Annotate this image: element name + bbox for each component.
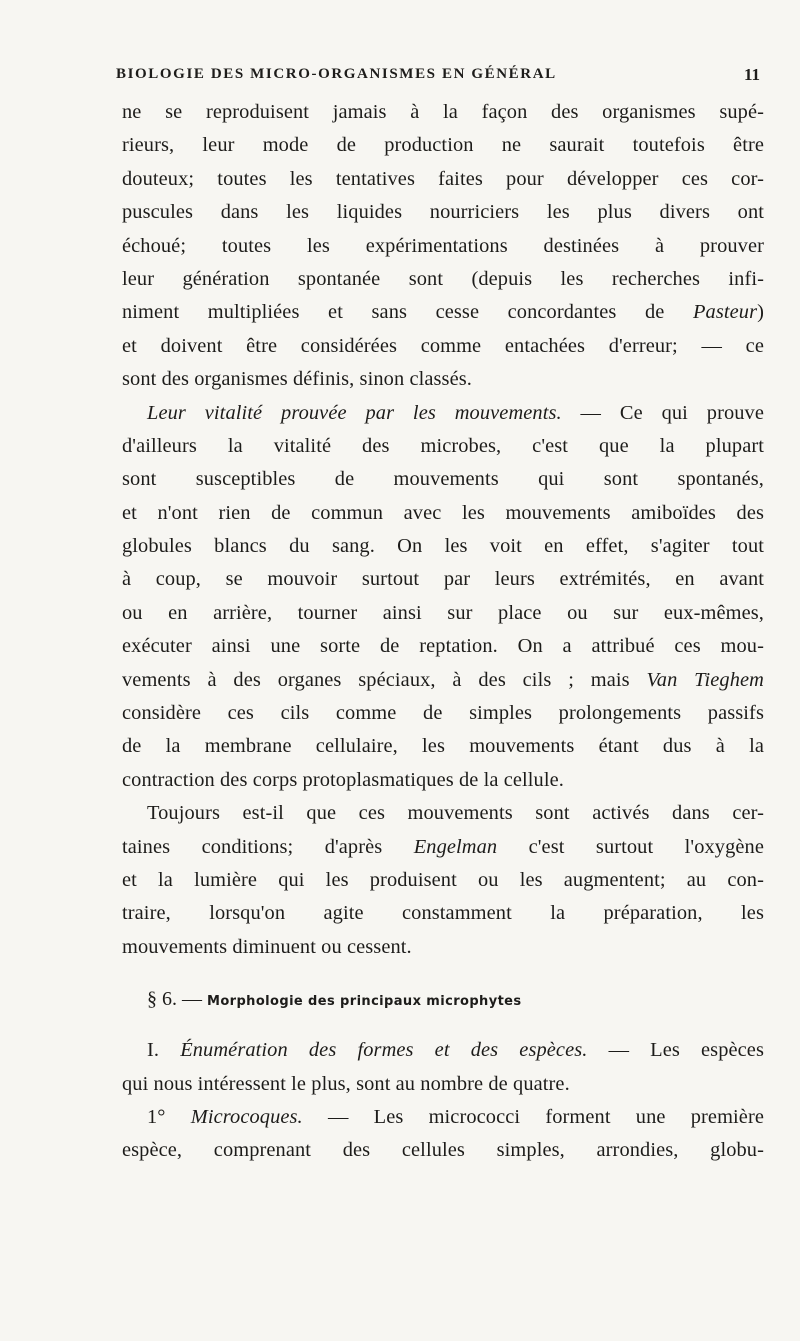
author-name: Pasteur [692,301,758,324]
text-line: considère ces cils comme de simples prolongements passifs [122,702,764,725]
text-line: mouvements diminuent ou cessent. [122,935,412,958]
text-run: c'est surtout l'oxygène [497,835,764,858]
paragraph-4 [122,1034,764,1101]
text-line: ne se reproduisent jamais à la façon des organismes supé- [122,101,764,123]
text-line: ou en arrière, tourner ainsi sur place ou sur eux-mêmes, [122,601,764,624]
text-line: d'ailleurs la vitalité des microbes, c'est que la plupart [122,434,764,457]
text-run: — Les micrococci forment une première [302,1105,764,1128]
text-line: contraction des corps protoplasmatiques de la cellule. [122,768,564,791]
text-line: rieurs, leur mode de production ne saurait toutefois être [122,134,764,157]
text-line [122,831,764,864]
paragraph-5 [122,1101,764,1168]
paragraph-1 [122,96,764,397]
text-line: de la membrane cellulaire, les mouvements étant dus à la [122,735,764,758]
text-run: taines conditions; d'après [122,835,414,858]
text-run: niment multipliées et sans cesse concordantes de [122,301,693,324]
text-line: et doivent être considérées comme entachées d'erreur; — ce [122,334,764,357]
author-name: Van Tieghem [646,668,764,691]
text-line: exécuter ainsi une sorte de reptation. On a attribué ces mou- [122,635,764,658]
page-number: 11 [743,65,760,84]
text-run: 1° [147,1105,191,1128]
text-line [122,1101,764,1134]
text-line: puscules dans les liquides nourriciers les plus divers ont [122,201,764,224]
text-line: globules blancs du sang. On les voit en effet, s'agiter tout [122,535,764,558]
text-line: échoué; toutes les expérimentations destinées à prouver [122,234,764,257]
text-line: qui nous intéressent le plus, sont au nombre de quatre. [122,1072,570,1095]
text-line: traire, lorsqu'on agite constamment la préparation, les [122,902,764,925]
text-line: sont susceptibles de mouvements qui sont spontanés, [122,468,764,491]
text-line: leur génération spontanée sont (depuis les recherches infi- [122,267,764,290]
text-line: espèce, comprenant des cellules simples, arrondies, globu- [122,1139,764,1162]
text-run: — Les espèces [587,1039,764,1062]
text-run: vements à des organes spéciaux, à des cils ; mais [122,668,647,691]
paragraph-heading: Leur vitalité prouvée par les mouvements. [147,401,562,424]
text-line [122,397,764,430]
text-run: — Ce qui prouve [561,401,764,424]
text-line [122,296,764,329]
running-head [110,66,760,96]
author-name: Engelman [413,835,498,858]
text-line [122,664,764,697]
subsection-heading: Énumération des formes et des espèces. [180,1039,588,1062]
text-run: ) [757,301,764,324]
paragraph-3 [122,797,764,964]
body-text [122,96,764,1168]
text-line: à coup, se mouvoir surtout par leurs extrémités, en avant [122,568,764,591]
text-line: douteux; toutes les tentatives faites pour développer ces cor- [122,167,764,190]
text-line: Toujours est-il que ces mouvements sont activés dans cer- [147,802,764,825]
running-title: BIOLOGIE DES MICRO-ORGANISMES EN GÉNÉRAL [116,66,557,82]
section-heading [122,964,764,1034]
section-title: Morphologie des principaux microphytes [207,994,522,1010]
text-line: et n'ont rien de commun avec les mouvements amiboïdes des [122,501,764,524]
text-line: sont des organismes définis, sinon classés. [122,368,472,391]
paragraph-2 [122,397,764,798]
text-run: I. [147,1039,181,1062]
section-number: § 6. — [147,988,202,1011]
text-line: et la lumière qui les produisent ou les augmentent; au con- [122,868,764,891]
text-line [122,1034,764,1067]
subsection-heading: Microcoques. [190,1105,303,1128]
